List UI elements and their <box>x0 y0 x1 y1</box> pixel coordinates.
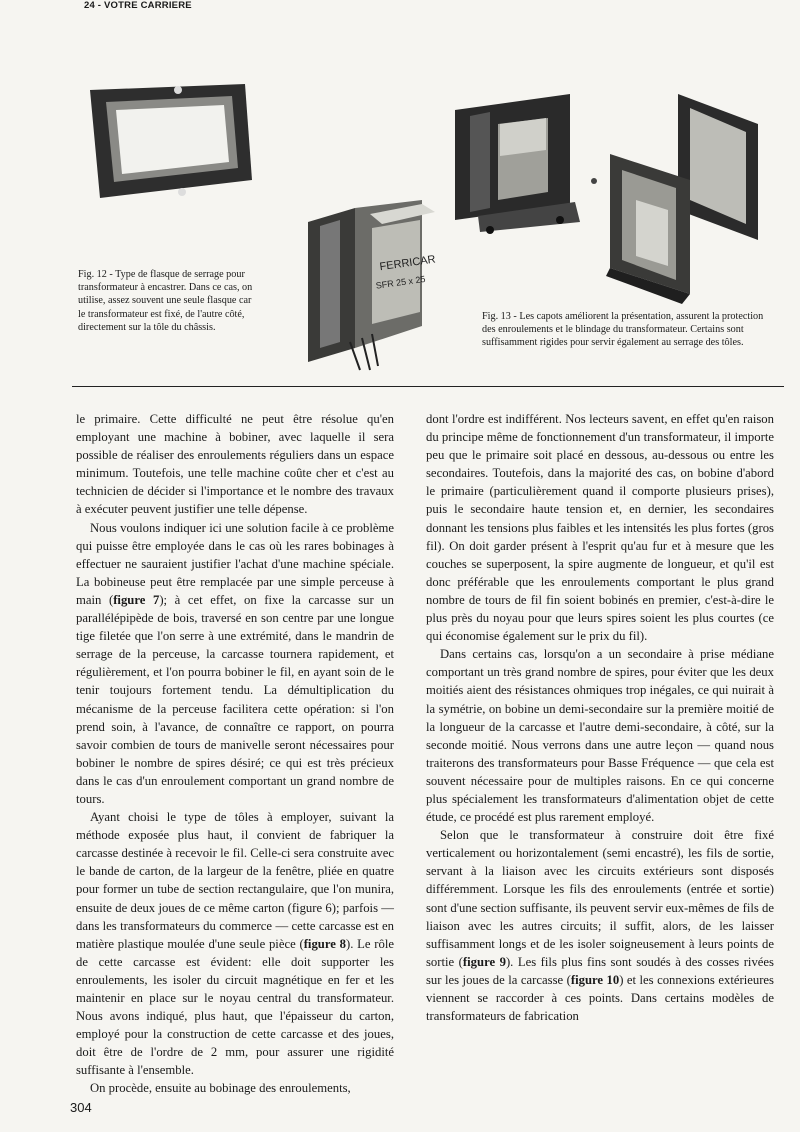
paragraph: dont l'ordre est indifférent. Nos lecteurs savent, en effet qu'en raison du principe même de fonctionnement d'un transformateur, il importe peu que le primaire soit placé en dessous, au-dessous ou entre les secondaires. Toutefois, dans la majorité des cas, on bobine d'abord le primaire (particulièrement quand il comporte plusieurs prises), puis le secondaire haute tension et, en dernier, les secondaires donnant les tensions plus faibles et les intensités les plus fortes (gros fil). On doit garder présent à l'esprit qu'au fur et à mesure que les couches se superposent, la spire augmente de longueur, et qu'il est donc préférable que les enroulements comportant le plus grand nombre de tours de fil fin soient bobinés en premier, c'est-à-dire le plus près du noyau pour que leurs spires soient les plus courtes (ce qui économise également sur le prix du fil). <box>426 412 774 644</box>
paragraph-text: Nous voulons indiquer ici une solution facile à ce problème qui puisse être employée dans le cas où les rares bobinages à effectuer ne sauraient justifier l'achat d'une machine spéciale. La bobineuse peut être remplacée par une simple perceuse à main ( <box>76 520 394 607</box>
left-column <box>76 410 394 1098</box>
exploded-covers-image <box>606 94 758 304</box>
running-header: 24 - VOTRE CARRIERE <box>84 0 192 11</box>
paragraph: le primaire. Cette difficulté ne peut être résolue qu'en employant une machine à bobiner, avec laquelle il sera possible de réaliser des enroulements réguliers dans un espace minimum. Toutefois, une telle machine coûte cher et c'est au technicien de décider si l'importance et le nombre des travaux à exécuter peuvent justifier une telle dépense. <box>76 412 394 517</box>
product-label-line-1: FERRICAR <box>378 253 437 274</box>
paragraph-text: ). Les fils plus fins sont soudés à des cosses rivées sur les joues de la carcasse ( <box>426 954 774 987</box>
paragraph-text: ) et les connexions extérieures viennent se raccorder à ces points. Dans certains modèles de transformateurs de fabrication <box>426 972 774 1024</box>
figure-12-caption: Fig. 12 - Type de flasque de serrage pour transformateur à encastrer. Dans ce cas, on utilise, assez souvent une seule flasque car le transformateur est fixé, de l'autre côté, directement sur la tôle du châssis. <box>78 269 253 333</box>
paragraph-text: ); à cet effet, on fixe la carcasse sur un parallélépipède de bois, traversé en son centre par une longue tige filetée que l'on serre à une extrémité, dans le mandrin de serrage de la perceuse, la carcasse tournera rapidement, et régulièrement, et l'on pourra bobiner le fil, en ayant soin de le tenir toujours fortement tendu. La démultiplication du mécanisme de la perceuse facilitera cette opération: si l'on prend soin, à l'avance, de connaître ce rapport, on pourra savoir combien de tours de manivelle seront nécessaires pour bobiner le nombre de spires désiré; ce qui est très précieux dans le cas d'un enroulement comportant un grand nombre de tours. <box>76 592 394 806</box>
paragraph-text: Ayant choisi le type de tôles à employer, suivant la méthode exposée plus haut, il convient de fabriquer la carcasse destinée à recevoir le fil. Celle-ci sera construite avec le bande de carton, de la largeur de la fenêtre, pliée en quatre pour former un tube de section rectangulaire, que l'on munira, ensuite de deux joues de ce même carton (figure 6); parfois — dans les transformateurs du commerce — cette carcasse est en matière plastique moulée d'une seule pièce ( <box>76 810 394 951</box>
figure-reference: figure 8 <box>303 936 346 951</box>
right-column <box>426 410 774 1025</box>
paragraph <box>76 808 394 1079</box>
page-number: 304 <box>70 1100 92 1115</box>
paragraph-text: ). Le rôle de cette carcasse est évident: elle doit supporter les enroulements, les isoler du circuit magnétique en fer et les maintenir en place sur le noyau central du transformateur. Nous avons indiqué, plus haut, que l'épaisseur du carton, employé pour la construction de cette carcasse et des joues, doit être de l'ordre de 2 mm, pour assurer une rigidité suffisante à l'ensemble. <box>76 936 394 1078</box>
paragraph <box>426 826 774 1025</box>
section-divider <box>72 386 784 387</box>
paragraph: On procède, ensuite au bobinage des enroulements, <box>90 1081 351 1096</box>
paragraph: Dans certains cas, lorsqu'on a un secondaire à prise médiane comportant un très grand nombre de spires, pour éviter que les deux moitiés aient des résistances ohmiques trop inégales, ce qui nuirait à la symétrie, on bobine un demi-secondaire sur la première moitié de la longueur de la carcasse et l'autre demi-secondaire, à côté, sur la seconde moitié. Nous verrons dans une autre leçon — quand nous traiterons des transformateurs pour Basse Fréquence — que cela est souvent nécessaire pour de multiples raisons. En ce qui concerne plus spécialement les transformateurs d'alimentation objet de cette étude, ce procédé est plus rarement employé. <box>426 647 774 825</box>
figure-13-caption: Fig. 13 - Les capots améliorent la présentation, assurent la protection des enroulements et le blindage du transformateur. Certains sont suffisamment rigides pour servir également au serrage des tôles. <box>482 311 764 349</box>
figure-reference: figure 9 <box>462 954 506 969</box>
transformer-with-cover-image <box>455 94 597 234</box>
figure-reference: figure 7 <box>113 592 160 607</box>
flange-frame-image <box>90 84 252 198</box>
paragraph <box>76 519 394 809</box>
figure-reference: figure 10 <box>570 972 620 987</box>
transformer-photo-left <box>308 200 436 370</box>
paragraph-text: Selon que le transformateur à construire doit être fixé verticalement ou horizontalement (semi encastré), les fils de sortie, servant à la liaison avec les circuits extérieurs sont disposés différemment. Lorsque les fils des enroulements (entrée et sortie) sont d'une section suffisante, ils peuvent servir eux-mêmes de fils de liaison avec les autres circuits; il suffit, alors, de les laisser suffisamment longs et de les isoler soigneusement à leurs points de sortie ( <box>426 828 774 969</box>
product-label-line-2: SFR 25 x 25 <box>375 273 427 291</box>
